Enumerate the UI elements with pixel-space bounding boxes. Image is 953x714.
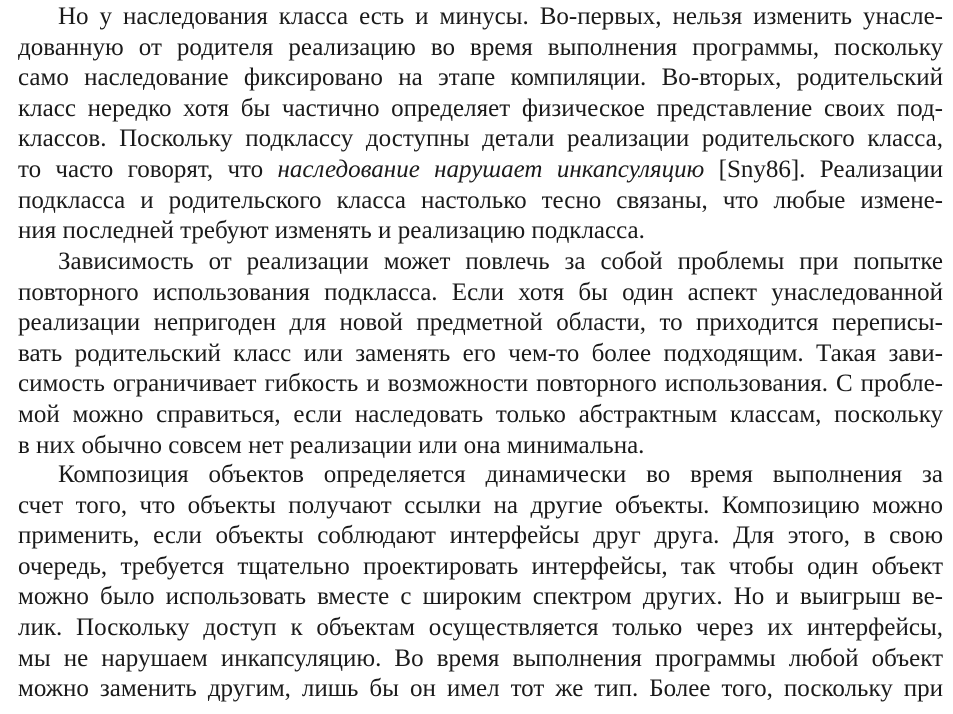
text-line xyxy=(0,155,953,186)
text-line: реализации непригоден для новой предметной области, то приходится переписы- xyxy=(18,309,943,337)
paragraph-implementation-dependency xyxy=(0,247,953,461)
text-line: дованную от родителя реализацию во время выполнения программы, поскольку xyxy=(18,33,943,61)
paragraph-inheritance-drawbacks xyxy=(0,2,953,247)
text-line: повторного использования подкласса. Если хотя бы один аспект унаследованной xyxy=(18,278,943,306)
text-line: подкласса и родительского класса настолько тесно связаны, что любые измене- xyxy=(18,186,943,214)
text-line: можно было использовать вместе с широким спектром других. Но и выигрыш ве- xyxy=(18,583,943,611)
text-line: Зависимость от реализации может повлечь за собой проблемы при попытке xyxy=(58,248,943,275)
text-line: классов. Поскольку подклассу доступны детали реализации родительского класса, xyxy=(18,125,943,153)
text-line: ния последней требуют изменять и реализацию подкласса. xyxy=(18,217,645,245)
text-run: то часто говорят, что xyxy=(18,155,278,183)
paragraph-object-composition xyxy=(0,460,953,705)
text-line: симость ограничивает гибкость и возможности повторного использования. С пробле- xyxy=(18,370,943,398)
text-line: лик. Поскольку доступ к объектам осуществляется только через их интерфейсы, xyxy=(18,613,943,641)
text-run-citation: [Sny86]. Реализации xyxy=(704,155,943,183)
text-line: счет того, что объекты получают ссылки на другие объекты. Композицию можно xyxy=(18,491,943,519)
text-line: применить, если объекты соблюдают интерфейсы друг друга. Для этого, в свою xyxy=(18,522,943,550)
text-line: можно заменить другим, лишь бы он имел тот же тип. Более того, поскольку при xyxy=(18,675,943,703)
text-line: в них обычно совсем нет реализации или она минимальна. xyxy=(18,431,645,459)
text-line: класс нередко хотя бы частично определяет физическое представление своих под- xyxy=(18,94,943,122)
text-line: вать родительский класс или заменять его чем-то более подходящим. Такая зави- xyxy=(18,339,943,367)
emphasized-term: наследование нарушает инкапсуляцию xyxy=(277,155,705,183)
text-line: само наследование фиксировано на этапе компиляции. Во-вторых, родительский xyxy=(18,64,943,92)
text-line: мы не нарушаем инкапсуляцию. Во время выполнения программы любой объект xyxy=(18,644,943,672)
text-line: очередь, требуется тщательно проектировать интерфейсы, так чтобы один объект xyxy=(18,552,943,580)
text-line: мой можно справиться, если наследовать только абстрактным классам, поскольку xyxy=(18,400,943,428)
text-line: Композиция объектов определяется динамически во время выполнения за xyxy=(58,461,943,488)
text-line: Но у наследования класса есть и минусы. Во-первых, нельзя изменить унасле- xyxy=(58,3,943,30)
